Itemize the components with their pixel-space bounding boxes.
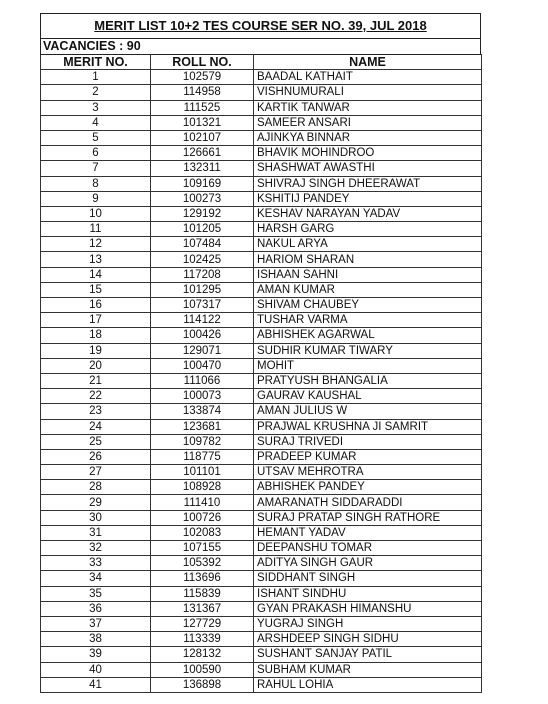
merit-no-cell: 15: [41, 282, 151, 297]
table-row: [41, 525, 482, 540]
table-row: [41, 313, 482, 328]
name-cell: SHIVAM CHAUBEY: [254, 298, 482, 313]
table-row: [41, 358, 482, 373]
merit-list-document: [40, 13, 481, 693]
vacancies-label: VACANCIES : 90: [40, 38, 481, 54]
table-row: [41, 465, 482, 480]
merit-no-cell: 3: [41, 100, 151, 115]
table-row: [41, 510, 482, 525]
merit-no-cell: 11: [41, 222, 151, 237]
merit-no-cell: 37: [41, 616, 151, 631]
roll-no-cell: 123681: [151, 419, 254, 434]
roll-no-cell: 113696: [151, 571, 254, 586]
table-row: [41, 404, 482, 419]
name-cell: SURAJ TRIVEDI: [254, 434, 482, 449]
table-row: [41, 206, 482, 221]
table-row: [41, 586, 482, 601]
roll-no-cell: 129192: [151, 206, 254, 221]
table-header-row: [41, 55, 482, 70]
name-cell: PRAJWAL KRUSHNA JI SAMRIT: [254, 419, 482, 434]
roll-no-cell: 131367: [151, 601, 254, 616]
merit-no-cell: 27: [41, 465, 151, 480]
name-cell: ISHAAN SAHNI: [254, 267, 482, 282]
merit-no-cell: 7: [41, 161, 151, 176]
name-cell: ADITYA SINGH GAUR: [254, 556, 482, 571]
roll-no-cell: 128132: [151, 647, 254, 662]
name-cell: SURAJ PRATAP SINGH RATHORE: [254, 510, 482, 525]
table-row: [41, 677, 482, 692]
merit-no-cell: 10: [41, 206, 151, 221]
roll-no-cell: 111066: [151, 373, 254, 388]
table-row: [41, 237, 482, 252]
name-cell: SUBHAM KUMAR: [254, 662, 482, 677]
name-cell: AMAN KUMAR: [254, 282, 482, 297]
roll-no-cell: 100726: [151, 510, 254, 525]
merit-no-cell: 19: [41, 343, 151, 358]
roll-no-cell: 114958: [151, 85, 254, 100]
merit-no-cell: 20: [41, 358, 151, 373]
roll-no-cell: 114122: [151, 313, 254, 328]
roll-no-cell: 102083: [151, 525, 254, 540]
merit-no-cell: 34: [41, 571, 151, 586]
name-cell: SUSHANT SANJAY PATIL: [254, 647, 482, 662]
roll-no-cell: 101321: [151, 115, 254, 130]
roll-no-cell: 102579: [151, 70, 254, 85]
merit-no-cell: 38: [41, 632, 151, 647]
name-cell: BHAVIK MOHINDROO: [254, 146, 482, 161]
merit-no-cell: 31: [41, 525, 151, 540]
name-cell: SIDDHANT SINGH: [254, 571, 482, 586]
name-cell: GAURAV KAUSHAL: [254, 389, 482, 404]
roll-no-cell: 109782: [151, 434, 254, 449]
name-cell: SHASHWAT AWASTHI: [254, 161, 482, 176]
name-cell: NAKUL ARYA: [254, 237, 482, 252]
table-row: [41, 70, 482, 85]
roll-no-cell: 105392: [151, 556, 254, 571]
name-cell: KARTIK TANWAR: [254, 100, 482, 115]
merit-no-cell: 23: [41, 404, 151, 419]
table-body: [41, 70, 482, 693]
merit-no-cell: 30: [41, 510, 151, 525]
roll-no-cell: 100073: [151, 389, 254, 404]
table-row: [41, 601, 482, 616]
merit-no-cell: 16: [41, 298, 151, 313]
roll-no-cell: 101295: [151, 282, 254, 297]
merit-no-cell: 6: [41, 146, 151, 161]
table-row: [41, 85, 482, 100]
name-cell: ARSHDEEP SINGH SIDHU: [254, 632, 482, 647]
merit-no-cell: 14: [41, 267, 151, 282]
merit-no-cell: 17: [41, 313, 151, 328]
name-cell: SUDHIR KUMAR TIWARY: [254, 343, 482, 358]
merit-no-cell: 25: [41, 434, 151, 449]
merit-no-cell: 2: [41, 85, 151, 100]
table-row: [41, 647, 482, 662]
roll-no-cell: 101101: [151, 465, 254, 480]
roll-no-cell: 118775: [151, 449, 254, 464]
roll-no-cell: 108928: [151, 480, 254, 495]
merit-no-cell: 1: [41, 70, 151, 85]
table-row: [41, 115, 482, 130]
roll-no-cell: 129071: [151, 343, 254, 358]
roll-no-cell: 133874: [151, 404, 254, 419]
merit-no-cell: 13: [41, 252, 151, 267]
roll-no-cell: 115839: [151, 586, 254, 601]
merit-no-header: MERIT NO.: [41, 55, 151, 70]
table-row: [41, 373, 482, 388]
table-row: [41, 100, 482, 115]
table-row: [41, 449, 482, 464]
merit-no-cell: 33: [41, 556, 151, 571]
name-cell: KSHITIJ PANDEY: [254, 191, 482, 206]
name-cell: UTSAV MEHROTRA: [254, 465, 482, 480]
table-row: [41, 298, 482, 313]
roll-no-cell: 100470: [151, 358, 254, 373]
merit-table: [40, 54, 482, 693]
table-row: [41, 495, 482, 510]
name-cell: MOHIT: [254, 358, 482, 373]
roll-no-cell: 107155: [151, 541, 254, 556]
table-row: [41, 480, 482, 495]
merit-no-cell: 36: [41, 601, 151, 616]
name-cell: YUGRAJ SINGH: [254, 616, 482, 631]
name-cell: ABHISHEK PANDEY: [254, 480, 482, 495]
merit-no-cell: 22: [41, 389, 151, 404]
merit-no-cell: 4: [41, 115, 151, 130]
table-row: [41, 632, 482, 647]
name-cell: ISHANT SINDHU: [254, 586, 482, 601]
table-row: [41, 541, 482, 556]
document-title-row: [40, 13, 481, 38]
merit-no-cell: 28: [41, 480, 151, 495]
table-row: [41, 222, 482, 237]
name-cell: HARSH GARG: [254, 222, 482, 237]
merit-no-cell: 8: [41, 176, 151, 191]
roll-no-cell: 127729: [151, 616, 254, 631]
roll-no-cell: 107317: [151, 298, 254, 313]
merit-no-cell: 35: [41, 586, 151, 601]
name-cell: HEMANT YADAV: [254, 525, 482, 540]
merit-no-cell: 24: [41, 419, 151, 434]
merit-no-cell: 5: [41, 130, 151, 145]
table-row: [41, 556, 482, 571]
table-row: [41, 130, 482, 145]
merit-no-cell: 29: [41, 495, 151, 510]
table-row: [41, 267, 482, 282]
name-cell: PRADEEP KUMAR: [254, 449, 482, 464]
table-row: [41, 662, 482, 677]
merit-no-cell: 21: [41, 373, 151, 388]
roll-no-header: ROLL NO.: [151, 55, 254, 70]
roll-no-cell: 107484: [151, 237, 254, 252]
name-cell: HARIOM SHARAN: [254, 252, 482, 267]
document-title: MERIT LIST 10+2 TES COURSE SER NO. 39, JUL 2018: [94, 18, 427, 33]
table-row: [41, 191, 482, 206]
name-cell: ABHISHEK AGARWAL: [254, 328, 482, 343]
name-cell: VISHNUMURALI: [254, 85, 482, 100]
roll-no-cell: 113339: [151, 632, 254, 647]
merit-no-cell: 12: [41, 237, 151, 252]
table-row: [41, 389, 482, 404]
roll-no-cell: 117208: [151, 267, 254, 282]
merit-no-cell: 40: [41, 662, 151, 677]
name-cell: AJINKYA BINNAR: [254, 130, 482, 145]
table-row: [41, 571, 482, 586]
name-cell: PRATYUSH BHANGALIA: [254, 373, 482, 388]
roll-no-cell: 100590: [151, 662, 254, 677]
table-row: [41, 434, 482, 449]
name-cell: AMAN JULIUS W: [254, 404, 482, 419]
roll-no-cell: 102107: [151, 130, 254, 145]
roll-no-cell: 109169: [151, 176, 254, 191]
table-row: [41, 419, 482, 434]
roll-no-cell: 100426: [151, 328, 254, 343]
name-cell: SAMEER ANSARI: [254, 115, 482, 130]
merit-no-cell: 32: [41, 541, 151, 556]
roll-no-cell: 126661: [151, 146, 254, 161]
name-cell: SHIVRAJ SINGH DHEERAWAT: [254, 176, 482, 191]
name-cell: AMARANATH SIDDARADDI: [254, 495, 482, 510]
merit-no-cell: 41: [41, 677, 151, 692]
name-cell: TUSHAR VARMA: [254, 313, 482, 328]
roll-no-cell: 100273: [151, 191, 254, 206]
roll-no-cell: 102425: [151, 252, 254, 267]
merit-no-cell: 39: [41, 647, 151, 662]
table-row: [41, 161, 482, 176]
table-row: [41, 176, 482, 191]
table-row: [41, 282, 482, 297]
roll-no-cell: 101205: [151, 222, 254, 237]
roll-no-cell: 132311: [151, 161, 254, 176]
merit-no-cell: 9: [41, 191, 151, 206]
roll-no-cell: 111525: [151, 100, 254, 115]
table-row: [41, 616, 482, 631]
table-row: [41, 328, 482, 343]
roll-no-cell: 136898: [151, 677, 254, 692]
name-cell: BAADAL KATHAIT: [254, 70, 482, 85]
name-cell: GYAN PRAKASH HIMANSHU: [254, 601, 482, 616]
roll-no-cell: 111410: [151, 495, 254, 510]
name-cell: KESHAV NARAYAN YADAV: [254, 206, 482, 221]
name-header: NAME: [254, 55, 482, 70]
merit-no-cell: 18: [41, 328, 151, 343]
table-row: [41, 146, 482, 161]
table-row: [41, 252, 482, 267]
merit-no-cell: 26: [41, 449, 151, 464]
name-cell: DEEPANSHU TOMAR: [254, 541, 482, 556]
table-row: [41, 343, 482, 358]
name-cell: RAHUL LOHIA: [254, 677, 482, 692]
